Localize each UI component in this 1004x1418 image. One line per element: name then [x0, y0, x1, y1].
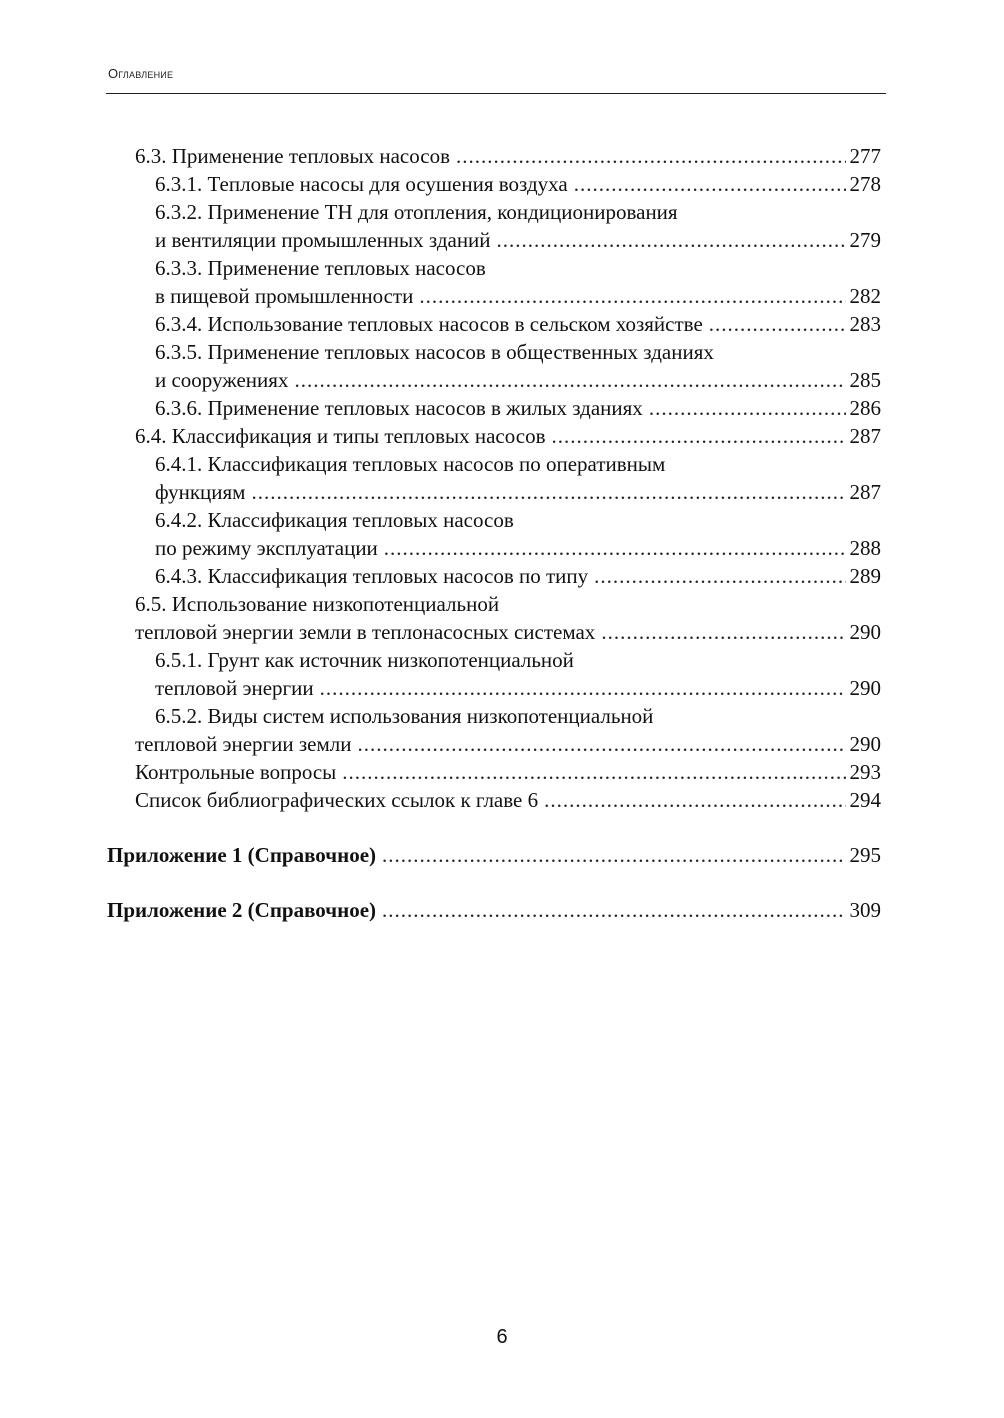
toc-entry-6-3-3[interactable]: 6.3.3. Применение тепловых насосов	[155, 256, 486, 280]
toc-entry-6-3-3-cont[interactable]: в пищевой промышленности ..... 282	[155, 282, 881, 310]
dot-leader	[382, 841, 845, 869]
toc-entry-appendix-2[interactable]: Приложение 2 (Справочное) ..... 309	[107, 896, 881, 924]
toc-page-number: 290	[849, 620, 881, 644]
toc-page-number: 286	[849, 396, 881, 420]
dot-leader	[294, 366, 845, 394]
dot-leader	[649, 394, 846, 422]
toc-page-number: 285	[849, 368, 881, 392]
toc-page-number: 283	[849, 312, 881, 336]
toc-page-number: 289	[849, 564, 881, 588]
toc-page-number: 288	[849, 536, 881, 560]
dot-leader	[419, 282, 845, 310]
dot-leader	[320, 674, 846, 702]
toc-entry-6-4-1-cont[interactable]: функциям ..... 287	[155, 478, 881, 506]
dot-leader	[342, 758, 845, 786]
toc-page-number: 290	[849, 676, 881, 700]
toc-entry-6-3-5[interactable]: 6.3.5. Применение тепловых насосов в общественных зданиях	[155, 340, 714, 364]
dot-leader	[544, 786, 845, 814]
dot-leader	[709, 310, 846, 338]
dot-leader	[358, 730, 846, 758]
toc-page-number: 287	[849, 480, 881, 504]
toc-page-number: 290	[849, 732, 881, 756]
dot-leader	[601, 618, 845, 646]
dot-leader	[574, 170, 846, 198]
dot-leader	[456, 142, 846, 170]
toc-entry-6-5-2-cont[interactable]: тепловой энергии земли ..... 290	[135, 730, 881, 758]
toc-entry-6-3-2[interactable]: 6.3.2. Применение ТН для отопления, кондиционирования	[155, 200, 678, 224]
running-title: Оглавление	[108, 66, 174, 81]
header-rule	[106, 93, 886, 94]
toc-page-number: 309	[849, 898, 881, 922]
toc-page-number: 278	[849, 172, 881, 196]
toc-entry-6-3-5-cont[interactable]: и сооружениях ..... 285	[155, 366, 881, 394]
toc-entry-6-5[interactable]: 6.5. Использование низкопотенциальной	[135, 592, 500, 616]
dot-leader	[384, 534, 846, 562]
toc-entry-6-4-3[interactable]: 6.4.3. Классификация тепловых насосов по типу ..... 289	[155, 562, 881, 590]
toc-entry-6-3-1[interactable]: 6.3.1. Тепловые насосы для осушения воздуха ..... 278	[155, 170, 881, 198]
toc-entry-appendix-1[interactable]: Приложение 1 (Справочное) ..... 295	[107, 841, 881, 869]
toc-entry-6-5-1[interactable]: 6.5.1. Грунт как источник низкопотенциальной	[155, 648, 574, 672]
dot-leader	[552, 422, 846, 450]
toc-entry-6-3[interactable]: 6.3. Применение тепловых насосов ..... 277	[135, 142, 881, 170]
toc-entry-references[interactable]: Список библиографических ссылок к главе 6 ..... 294	[135, 786, 881, 814]
toc-entry-6-5-1-cont[interactable]: тепловой энергии ..... 290	[155, 674, 881, 702]
dot-leader	[594, 562, 845, 590]
toc-page-number: 279	[849, 228, 881, 252]
toc-entry-6-3-4[interactable]: 6.3.4. Использование тепловых насосов в сельском хозяйстве ..... 283	[155, 310, 881, 338]
toc-entry-6-4-1[interactable]: 6.4.1. Классификация тепловых насосов по оперативным	[155, 452, 666, 476]
toc-page-number: 277	[849, 144, 881, 168]
toc-entry-control-questions[interactable]: Контрольные вопросы ..... 293	[135, 758, 881, 786]
toc-entry-6-4-2[interactable]: 6.4.2. Классификация тепловых насосов	[155, 508, 514, 532]
toc-page-number: 293	[849, 760, 881, 784]
dot-leader	[251, 478, 845, 506]
page-number: 6	[496, 1326, 508, 1348]
toc-entry-6-3-2-cont[interactable]: и вентиляции промышленных зданий ..... 279	[155, 226, 881, 254]
toc-page-number: 287	[849, 424, 881, 448]
dot-leader	[497, 226, 846, 254]
dot-leader	[382, 896, 845, 924]
toc-page-number: 294	[849, 788, 881, 812]
toc-entry-6-4[interactable]: 6.4. Классификация и типы тепловых насосов ..... 287	[135, 422, 881, 450]
toc-entry-6-5-2[interactable]: 6.5.2. Виды систем использования низкопотенциальной	[155, 704, 654, 728]
toc-entry-6-3-6[interactable]: 6.3.6. Применение тепловых насосов в жилых зданиях ..... 286	[155, 394, 881, 422]
toc-page-number: 282	[849, 284, 881, 308]
toc-entry-6-4-2-cont[interactable]: по режиму эксплуатации ..... 288	[155, 534, 881, 562]
toc-page-number: 295	[849, 843, 881, 867]
toc-entry-6-5-cont[interactable]: тепловой энергии земли в теплонасосных системах ..... 290	[135, 618, 881, 646]
